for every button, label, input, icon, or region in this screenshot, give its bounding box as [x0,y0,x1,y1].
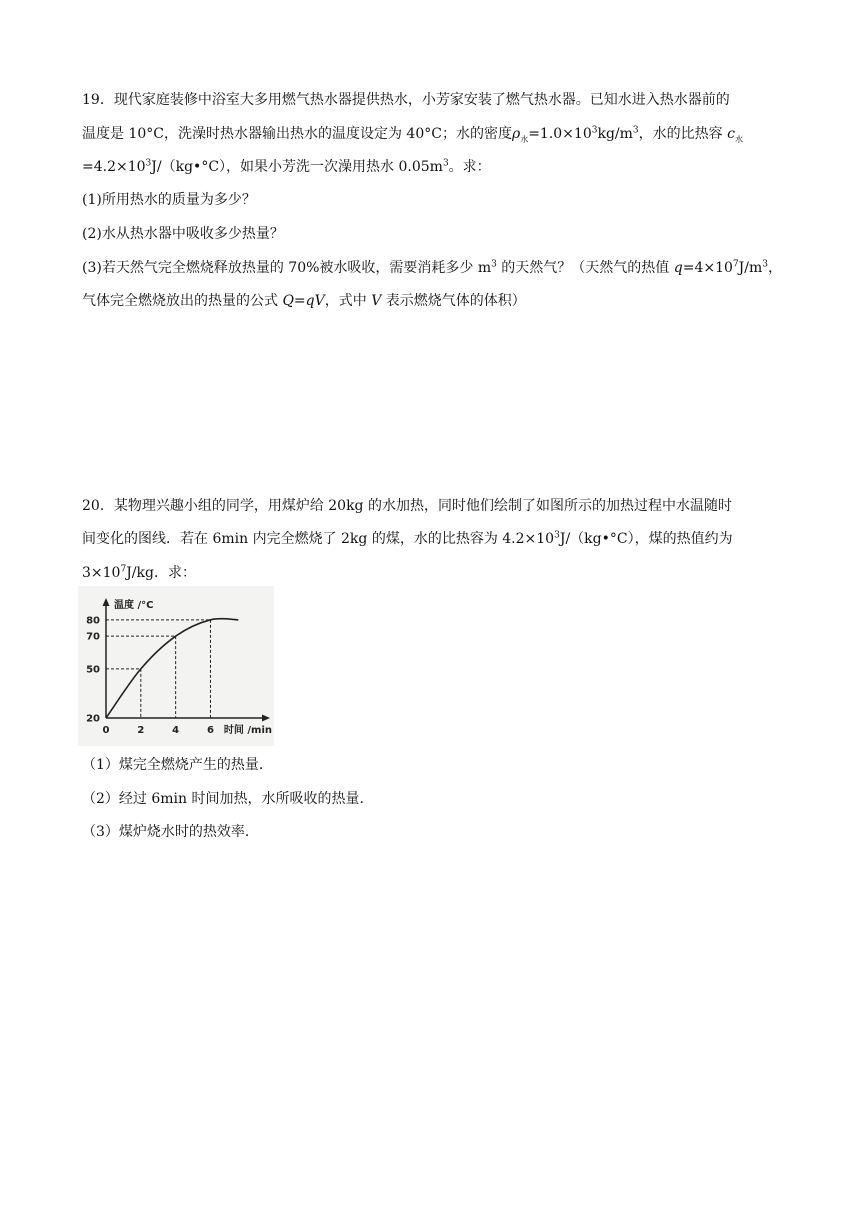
x-tick-label: 2 [137,725,145,736]
graph-curve [106,619,238,718]
x-tick-label: 4 [172,725,180,736]
y-tick-label: 80 [86,615,100,627]
q19-line-2: 温度是 10°C，洗澡时热水器输出热水的温度设定为 40°C；水的密度$\rho_水=1.0\times 10^3kg/m^3$，水的比热容 $c_水$ [82,125,743,144]
q20-part-2: （2）经过 6min 时间加热，水所吸收的热量． [82,791,374,807]
graph-axes [103,598,271,722]
q19-part-3: (3)若天然气完全燃烧释放热量的 70%被水吸收，需要消耗多少 $m^3$ 的天然气？（天然气的热值 $q=4\times 10^7J/m^3$， [82,259,782,276]
graph-labels [86,598,272,736]
q19-part-3-cont: 气体完全燃烧放出的热量的公式 Q=qV，式中 V 表示燃烧气体的体积） [82,293,526,309]
q20-part-1: （1）煤完全燃烧产生的热量． [82,757,273,773]
x-tick-label: 6 [206,725,214,736]
x-tick-label: 0 [102,725,110,736]
q20-line-3: $3\times 10^7J/kg$．求： [82,564,196,581]
q19-part-2: (2)水从热水器中吸收多少热量？ [82,226,284,242]
x-axis-label: 时间 /min [223,725,272,736]
q20-part-3: （3）煤炉烧水时的热效率． [82,824,259,840]
q20-line-2: 间变化的图线．若在 6min 内完全燃烧了 2kg 的煤，水的比热容为 $4.2\times 10^3J/(kg•^\circ C)$，煤的热值约为 [82,530,733,547]
graph-guides [106,620,210,718]
q19-line-3: $=4.2\times 10^3J/(kg•^\circ C)$，如果小芳洗一次澡用热水 $0.05m^3$。求： [82,158,491,175]
temperature-curve [106,619,238,718]
q19-line-1: 19．现代家庭装修中浴室大多用燃气热水器提供热水，小芳家安装了燃气热水器。已知水进入热水器前的 [82,92,730,108]
x-axis-arrow [262,715,270,722]
y-tick-label: 70 [86,631,100,643]
q19-part-1: (1)所用热水的质量为多少？ [82,192,256,208]
y-axis-label: 温度 /°C [114,600,154,611]
temperature-time-graph [78,586,274,746]
q20-line-1: 20．某物理兴趣小组的同学，用煤炉给 20kg 的水加热，同时他们绘制了如图所示的加热过程中水温随时 [82,498,732,514]
y-tick-label: 50 [86,664,100,676]
y-tick-label: 20 [86,713,100,725]
y-axis-arrow [103,598,110,606]
